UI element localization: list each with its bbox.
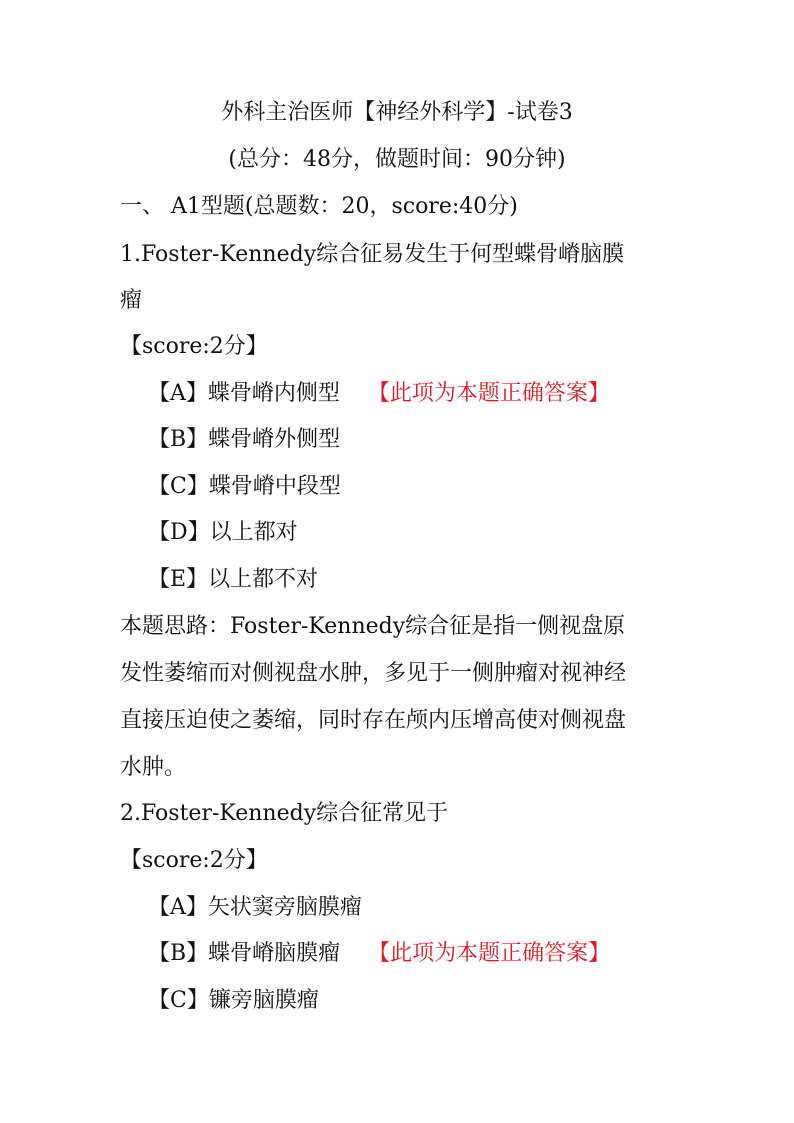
question-1-explanation-line-2: 发性萎缩而对侧视盘水肿，多见于一侧肿瘤对视神经	[120, 661, 627, 686]
section-heading: 一、 A1型题(总题数：20，score:40分)	[120, 194, 518, 219]
question-1-stem: 1.Foster-Kennedy综合征易发生于何型蝶骨嵴脑膜	[120, 242, 625, 267]
question-2-option-c	[148, 986, 319, 1016]
option-label: 【C】镰旁脑膜瘤	[148, 988, 319, 1013]
question-1-explanation-line-3: 直接压迫使之萎缩，同时存在颅内压增高使对侧视盘	[120, 708, 627, 733]
correct-answer-mark: 【此项为本题正确答案】	[367, 381, 610, 406]
question-1-explanation-line-1: 本题思路：Foster-Kennedy综合征是指一侧视盘原	[120, 614, 626, 639]
option-label: 【E】以上都不对	[148, 567, 319, 592]
question-1-stem-continued: 瘤	[120, 288, 143, 313]
option-label: 【A】蝶骨嵴内侧型	[148, 381, 340, 406]
question-2-option-b	[148, 939, 610, 969]
option-label: 【B】蝶骨嵴脑膜瘤	[148, 941, 341, 966]
question-2-option-a	[148, 893, 362, 923]
question-1-explanation-line-4: 水肿。	[120, 755, 187, 780]
option-label: 【C】蝶骨嵴中段型	[148, 474, 341, 499]
page-subtitle: (总分：48分，做题时间：90分钟)	[228, 147, 566, 172]
question-2-stem: 2.Foster-Kennedy综合征常见于	[120, 801, 449, 826]
question-1-score: 【score:2分】	[120, 334, 268, 359]
correct-answer-mark: 【此项为本题正确答案】	[368, 941, 611, 966]
option-label: 【D】以上都对	[148, 520, 298, 545]
question-1-option-a	[148, 379, 610, 409]
option-label: 【A】矢状窦旁脑膜瘤	[148, 895, 362, 920]
question-2-score: 【score:2分】	[120, 848, 268, 873]
page-title: 外科主治医师【神经外科学】-试卷3	[221, 100, 573, 125]
option-label: 【B】蝶骨嵴外侧型	[148, 427, 341, 452]
question-1-option-e	[148, 565, 318, 595]
question-1-option-d	[148, 518, 298, 548]
question-1-option-c	[148, 472, 341, 502]
question-1-option-b	[148, 425, 340, 455]
